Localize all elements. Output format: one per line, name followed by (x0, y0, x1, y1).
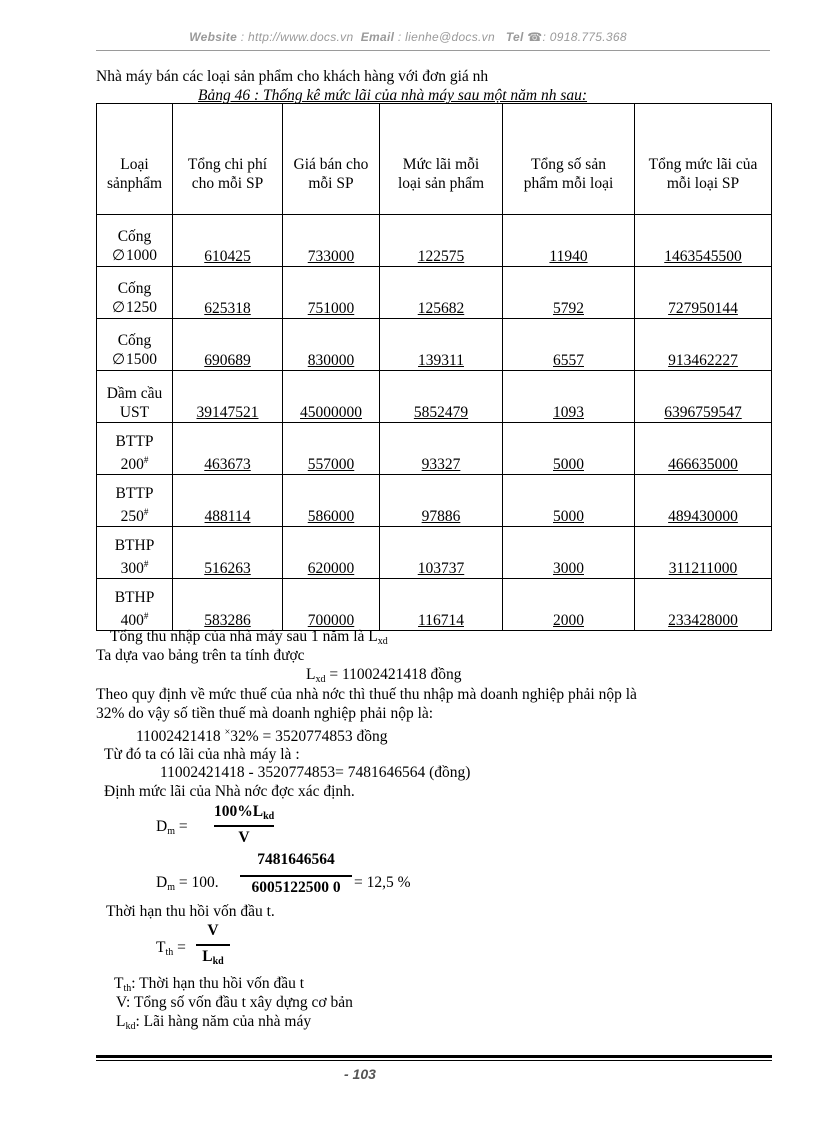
table-caption: Bảng 46 : Thống kê mức lãi của nhà máy sau một năm nh sau: (198, 87, 588, 104)
def-lkd: $L_{kd}$: Lãi hàng năm của nhà máy (116, 1013, 312, 1032)
lxd-value-line: $L_{xd} = 11002421418$ đồng (306, 666, 462, 685)
product-name-cell: Cống ∅1250 (97, 267, 173, 319)
value-cell: 463673 (173, 423, 283, 475)
tax-paragraph: Theo quy định về mức thuế của nhà nớc thì thuế thu nhập mà doanh nghiệp phải nộp là 32% do vậy số tiền thuế mà doanh nghiệp phải nộp là: (96, 686, 637, 722)
value-cell: 5852479 (380, 371, 503, 423)
dm2-denominator: 6005122500 0 (240, 875, 352, 897)
value-cell: 830000 (283, 319, 380, 371)
value-cell: 700000 (283, 579, 380, 631)
table-row (97, 319, 772, 371)
value-cell: 586000 (283, 475, 380, 527)
value-cell: 45000000 (283, 371, 380, 423)
value-cell: 1463545500 (635, 215, 772, 267)
header-cell: Tổng chi phí cho mỗi SP (173, 104, 283, 215)
value-cell: 93327 (380, 423, 503, 475)
header-cell: Loại sảnphẩm (97, 104, 173, 215)
intro-line: Nhà máy bán các loại sản phẩm cho khách hàng với đơn giá nh (96, 68, 489, 85)
dm2-fraction (240, 851, 352, 897)
tth-fraction (196, 922, 230, 967)
profit-intro: Từ đó ta có lãi của nhà máy là : (104, 746, 300, 763)
value-cell: 39147521 (173, 371, 283, 423)
value-cell: 6557 (503, 319, 635, 371)
def-v: V: Tổng số vốn đầu t xây dựng cơ bản (116, 994, 353, 1011)
def-tth: $T_{th}$: Thời hạn thu hồi vốn đầu t (114, 975, 305, 994)
value-cell: 516263 (173, 527, 283, 579)
income-intro: Tổng thu nhập của nhà máy sau 1 năm là $L_{xd}$ (110, 628, 388, 647)
product-name-cell: BTHP 300# (97, 527, 173, 579)
dm1-fraction (214, 803, 274, 847)
header-divider (96, 50, 770, 51)
value-cell: 727950144 (635, 267, 772, 319)
value-cell: 5792 (503, 267, 635, 319)
value-cell: 122575 (380, 215, 503, 267)
website-label: Website (189, 30, 238, 44)
value-cell: 583286 (173, 579, 283, 631)
email-value[interactable]: : lienhe@docs.vn (397, 30, 495, 44)
product-name-cell: BTHP 400# (97, 579, 173, 631)
value-cell: 311211000 (635, 527, 772, 579)
header-cell: Tổng mức lãi của mỗi loại SP (635, 104, 772, 215)
table-row (97, 527, 772, 579)
value-cell: 913462227 (635, 319, 772, 371)
value-cell: 557000 (283, 423, 380, 475)
header-cell: Mức lãi mỗi loại sản phẩm (380, 104, 503, 215)
table-row (97, 267, 772, 319)
dm1-denominator: V (214, 825, 274, 847)
value-cell: 125682 (380, 267, 503, 319)
product-name-cell: Cống ∅1500 (97, 319, 173, 371)
phone-icon: ☎ (527, 30, 543, 44)
norm-intro: Định mức lãi của Nhà nớc đợc xác định. (104, 783, 355, 800)
calc-from-table: Ta dựa vao bảng trên ta tính được (96, 647, 305, 664)
table-row (97, 215, 772, 267)
value-cell: 139311 (380, 319, 503, 371)
header-cell: Tổng số sản phẩm mỗi loại (503, 104, 635, 215)
header-cell: Giá bán cho mỗi SP (283, 104, 380, 215)
tth-numerator: V (207, 922, 219, 939)
value-cell: 488114 (173, 475, 283, 527)
value-cell: 489430000 (635, 475, 772, 527)
table-row (97, 475, 772, 527)
payback-intro: Thời hạn thu hồi vốn đầu t. (106, 903, 275, 920)
dm2-lhs: $D_m = 100$. (156, 874, 219, 893)
value-cell: 1093 (503, 371, 635, 423)
page-header (0, 30, 816, 44)
value-cell: 3000 (503, 527, 635, 579)
tth-lhs: $T_{th}$ = (156, 939, 186, 958)
product-name-cell: Cống ∅1000 (97, 215, 173, 267)
dm1-lhs: $D_m$ = (156, 818, 188, 837)
product-name-cell: Dầm cầu UST (97, 371, 173, 423)
value-cell: 625318 (173, 267, 283, 319)
footer-divider-thick (96, 1055, 772, 1058)
value-cell: 103737 (380, 527, 503, 579)
email-label: Email (360, 30, 395, 44)
profit-table (96, 103, 772, 631)
table-row (97, 423, 772, 475)
value-cell: 5000 (503, 475, 635, 527)
tel-label: Tel (505, 30, 524, 44)
table-row (97, 371, 772, 423)
website-value[interactable]: : http://www.docs.vn (240, 30, 354, 44)
page-number: - 103 (344, 1066, 376, 1082)
value-cell: 751000 (283, 267, 380, 319)
product-name-cell: BTTP 200# (97, 423, 173, 475)
table-header-row (97, 104, 772, 215)
product-name-cell: BTTP 250# (97, 475, 173, 527)
tax-calc: 11002421418 ×32% = 3520774853 đồng (136, 727, 388, 746)
dm2-numerator: 7481646564 (257, 851, 335, 868)
dm2-result: = 12,5 % (354, 874, 411, 891)
value-cell: 690689 (173, 319, 283, 371)
value-cell: 610425 (173, 215, 283, 267)
value-cell: 11940 (503, 215, 635, 267)
value-cell: 6396759547 (635, 371, 772, 423)
footer-divider-thin (96, 1060, 772, 1061)
value-cell: 733000 (283, 215, 380, 267)
value-cell: 116714 (380, 579, 503, 631)
value-cell: 5000 (503, 423, 635, 475)
tel-value: : 0918.775.368 (542, 30, 627, 44)
value-cell: 233428000 (635, 579, 772, 631)
value-cell: 620000 (283, 527, 380, 579)
dm1-numerator: $100\%L_{kd}$ (214, 803, 275, 822)
value-cell: 466635000 (635, 423, 772, 475)
value-cell: 97886 (380, 475, 503, 527)
tth-denominator: $L_{kd}$ (196, 944, 230, 967)
profit-calc: 11002421418 - 3520774853= 7481646564 (đồng) (160, 764, 471, 781)
value-cell: 2000 (503, 579, 635, 631)
table-row (97, 579, 772, 631)
